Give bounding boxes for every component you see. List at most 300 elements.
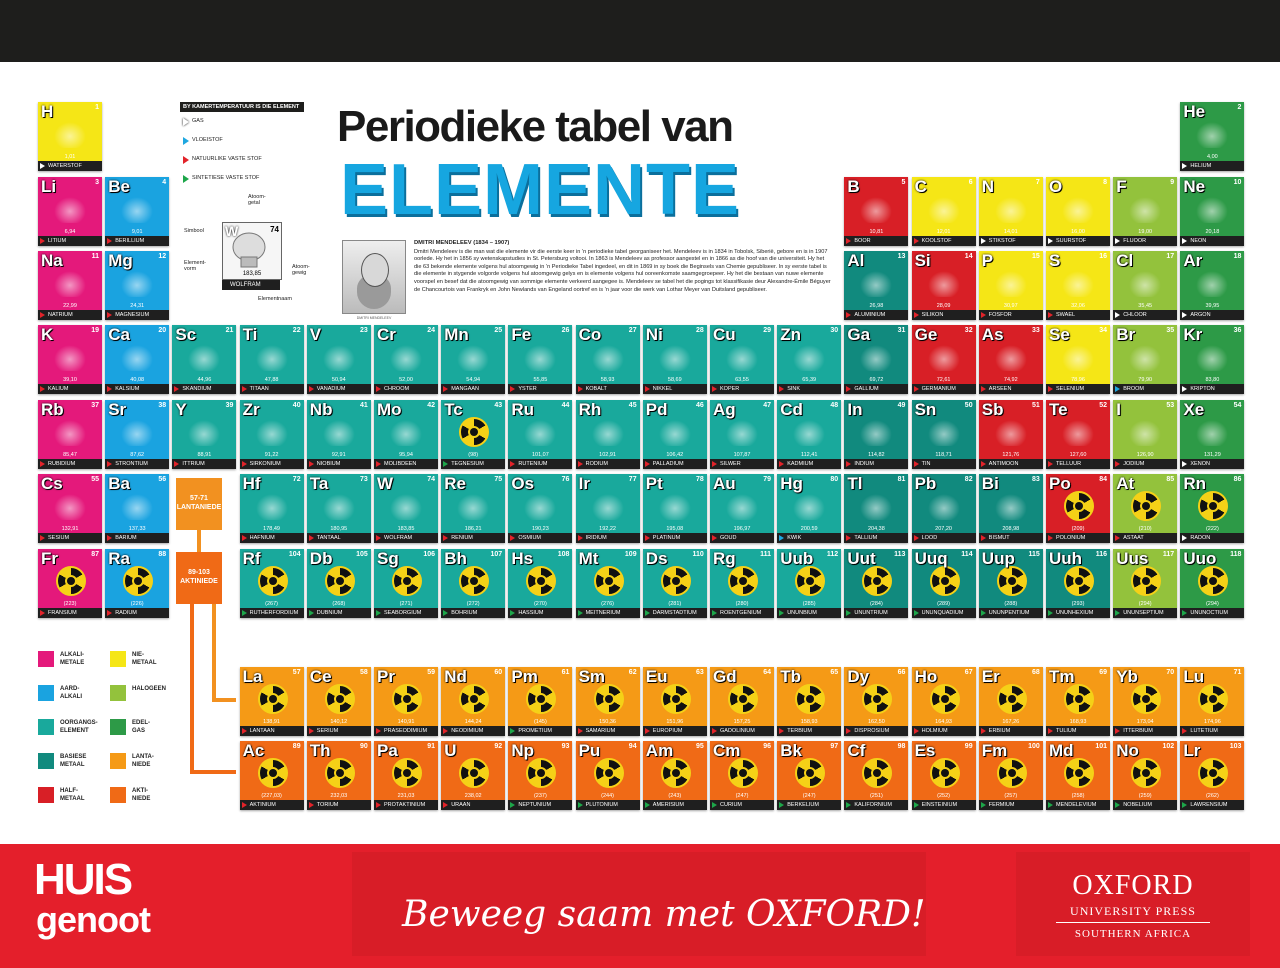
state-natural-icon bbox=[443, 535, 448, 541]
element-symbol: Zr bbox=[242, 400, 260, 419]
element-mass: 162,50 bbox=[867, 719, 885, 725]
element-number: 24 bbox=[427, 327, 435, 334]
element-name: HELIUM bbox=[1180, 161, 1244, 171]
element-number: 117 bbox=[1162, 551, 1175, 558]
state-synthetic-icon bbox=[376, 610, 381, 616]
element-number: 87 bbox=[91, 551, 99, 558]
state-natural-icon bbox=[914, 535, 919, 541]
element-name: AMERISIUM bbox=[643, 800, 707, 810]
state-natural-icon bbox=[1048, 461, 1053, 467]
element-mass: (272) bbox=[466, 601, 480, 607]
radioactive-icon bbox=[325, 758, 355, 788]
state-natural-icon bbox=[443, 386, 448, 392]
element-symbol: Pb bbox=[914, 474, 937, 493]
element-name: ASTAAT bbox=[1113, 533, 1177, 543]
element-mass: 196,97 bbox=[733, 526, 751, 532]
element-cell-lawrensium bbox=[1180, 741, 1244, 810]
element-name: BISMUT bbox=[979, 533, 1043, 543]
element-mass: 63,55 bbox=[735, 377, 749, 383]
element-symbol: Es bbox=[914, 741, 936, 760]
radioactive-icon bbox=[728, 758, 758, 788]
element-illustration bbox=[592, 420, 624, 446]
element-cell-bohrium bbox=[441, 549, 505, 618]
element-cell-nikkel bbox=[643, 325, 707, 394]
element-name: CHLOOR bbox=[1113, 310, 1177, 320]
element-symbol: Hf bbox=[242, 474, 261, 493]
radioactive-icon bbox=[392, 758, 422, 788]
element-mass: 95,94 bbox=[399, 452, 413, 458]
element-number: 54 bbox=[1233, 402, 1242, 409]
element-cell-einsteinium bbox=[912, 741, 976, 810]
category-swatch bbox=[110, 787, 126, 803]
element-cell-titaan bbox=[240, 325, 304, 394]
label-atoomgewig: Atoom- gewig bbox=[292, 264, 310, 276]
element-symbol: Bk bbox=[780, 741, 802, 760]
element-mass: (288) bbox=[1004, 601, 1018, 607]
state-natural-icon bbox=[1048, 386, 1053, 392]
element-mass: 232,03 bbox=[330, 793, 348, 799]
element-mass: (98) bbox=[468, 452, 479, 458]
element-symbol: Fe bbox=[511, 325, 532, 344]
element-name: DARMSTADTIUM bbox=[643, 608, 707, 618]
element-name: SIRKONIUM bbox=[240, 459, 304, 469]
element-name: RENIUM bbox=[441, 533, 505, 543]
element-mass: 126,90 bbox=[1136, 452, 1154, 458]
element-number: 31 bbox=[897, 327, 906, 334]
element-symbol: Ra bbox=[108, 549, 130, 568]
element-name: KOPER bbox=[710, 384, 774, 394]
actinide-bracket-label: 89-103 AKTINIEDE bbox=[180, 569, 218, 585]
radioactive-icon bbox=[1131, 491, 1161, 521]
state-natural-icon bbox=[107, 238, 112, 244]
state-natural-icon bbox=[174, 461, 179, 467]
state-natural-icon bbox=[40, 461, 45, 467]
element-name: HOLMIUM bbox=[912, 726, 976, 736]
element-cell-terbium bbox=[777, 667, 841, 736]
element-number: 92 bbox=[494, 743, 503, 750]
element-mass: 168,93 bbox=[1069, 719, 1087, 725]
element-number: 29 bbox=[763, 327, 771, 334]
state-synthetic-icon bbox=[510, 728, 515, 734]
element-number: 89 bbox=[292, 743, 301, 750]
element-symbol: Rg bbox=[713, 549, 736, 568]
element-cell-iridium bbox=[576, 474, 640, 543]
element-number: 97 bbox=[830, 743, 839, 750]
element-number: 107 bbox=[490, 551, 503, 558]
element-number: 84 bbox=[1099, 476, 1107, 483]
element-name: EINSTEINIUM bbox=[912, 800, 976, 810]
element-number: 116 bbox=[1095, 551, 1107, 558]
element-number: 114 bbox=[961, 551, 973, 558]
element-name: ARGON bbox=[1180, 310, 1244, 320]
element-mass: 26,98 bbox=[869, 303, 884, 309]
element-name: KALIFORNIUM bbox=[844, 800, 908, 810]
state-natural-icon bbox=[40, 312, 45, 318]
oxford-logo bbox=[1016, 852, 1250, 956]
state-natural-icon bbox=[309, 535, 314, 541]
element-cell-silikon bbox=[912, 251, 976, 320]
element-symbol: U bbox=[444, 741, 457, 760]
element-symbol: Nb bbox=[309, 400, 333, 419]
element-symbol: Sr bbox=[108, 400, 127, 419]
element-symbol: Rb bbox=[41, 400, 64, 419]
element-cell-fluoor bbox=[1113, 177, 1177, 246]
element-cell-renium bbox=[441, 474, 505, 543]
element-symbol: Sn bbox=[914, 400, 937, 419]
state-natural-icon bbox=[645, 386, 650, 392]
element-mass: 207,20 bbox=[935, 526, 952, 532]
element-cell-germanium bbox=[912, 325, 976, 394]
element-number: 20 bbox=[158, 327, 167, 334]
element-name: NOBELIUM bbox=[1113, 800, 1177, 810]
element-name: VANADIUM bbox=[307, 384, 371, 394]
element-symbol: Mt bbox=[578, 549, 599, 568]
element-number: 32 bbox=[964, 327, 973, 334]
element-illustration bbox=[256, 494, 288, 520]
category-swatch bbox=[38, 685, 54, 701]
element-illustration bbox=[659, 420, 691, 446]
element-mass: 118,71 bbox=[935, 452, 952, 458]
element-cell-indium bbox=[844, 400, 908, 469]
element-number: 105 bbox=[356, 551, 368, 558]
element-number: 80 bbox=[830, 476, 839, 483]
category-swatch bbox=[110, 685, 126, 701]
label-atoomgetal: Atoom- getal bbox=[248, 194, 266, 206]
element-symbol: Ga bbox=[847, 325, 871, 344]
element-number: 56 bbox=[158, 476, 167, 483]
element-illustration bbox=[995, 494, 1027, 520]
element-cell-nobelium bbox=[1113, 741, 1177, 810]
element-name: SERIUM bbox=[307, 726, 371, 736]
element-name: KWIK bbox=[777, 533, 841, 543]
element-name: FLUOOR bbox=[1113, 236, 1177, 246]
element-mass: (257) bbox=[1004, 793, 1018, 799]
state-synthetic-icon bbox=[443, 610, 448, 616]
element-mass: 107,87 bbox=[733, 452, 751, 458]
element-mass: 137,33 bbox=[128, 526, 146, 532]
element-number: 98 bbox=[897, 743, 906, 750]
radioactive-icon bbox=[795, 758, 825, 788]
element-mass: 39,95 bbox=[1205, 303, 1220, 309]
element-number: 7 bbox=[1035, 179, 1040, 186]
element-cell-kripton bbox=[1180, 325, 1244, 394]
element-number: 68 bbox=[1032, 669, 1040, 676]
radioactive-icon bbox=[1064, 684, 1094, 714]
element-name: SILIKON bbox=[912, 310, 976, 320]
element-number: 73 bbox=[360, 476, 368, 483]
element-illustration bbox=[256, 420, 288, 446]
radioactive-icon bbox=[459, 417, 489, 447]
state-natural-icon bbox=[578, 386, 583, 392]
element-cell-tallium bbox=[844, 474, 908, 543]
element-cell-samarium bbox=[576, 667, 640, 736]
element-cell-platinum bbox=[643, 474, 707, 543]
element-cell-swael bbox=[1046, 251, 1110, 320]
element-number: 18 bbox=[1233, 253, 1242, 260]
state-legend-header: BY KAMERTEMPERATUUR IS DIE ELEMENT bbox=[180, 102, 304, 112]
element-symbol: Cr bbox=[377, 325, 396, 344]
element-name: KOBALT bbox=[576, 384, 640, 394]
element-name: MOLIBDEEN bbox=[374, 459, 438, 469]
element-mass: 87,62 bbox=[130, 452, 145, 458]
element-name: NATRIUM bbox=[38, 310, 102, 320]
element-illustration bbox=[1196, 345, 1228, 371]
element-cell-palladium bbox=[643, 400, 707, 469]
huisgenoot-logo bbox=[34, 855, 164, 954]
element-number: 112 bbox=[826, 551, 839, 558]
radioactive-icon bbox=[997, 566, 1027, 596]
state-natural-icon bbox=[40, 238, 45, 244]
element-cell-lood bbox=[912, 474, 976, 543]
state-natural-icon bbox=[645, 461, 650, 467]
element-cell-ununseptium bbox=[1113, 549, 1177, 618]
element-number: 27 bbox=[628, 327, 637, 334]
element-cell-ununbium bbox=[777, 549, 841, 618]
element-illustration bbox=[928, 197, 960, 223]
key-symbol: W bbox=[225, 223, 239, 239]
element-cell-ittrium bbox=[172, 400, 236, 469]
element-number: 102 bbox=[1162, 743, 1175, 750]
element-name: TERBIUM bbox=[777, 726, 841, 736]
state-legend-gas bbox=[180, 112, 304, 131]
element-illustration bbox=[1129, 345, 1161, 371]
state-natural-icon bbox=[1115, 461, 1120, 467]
element-number: 109 bbox=[624, 551, 637, 558]
element-cell-suurstof bbox=[1046, 177, 1110, 246]
element-name: MAGNESIUM bbox=[105, 310, 169, 320]
element-number: 101 bbox=[1095, 743, 1107, 750]
element-cell-kwik bbox=[777, 474, 841, 543]
portrait-face bbox=[361, 253, 389, 287]
element-cell-mangaan bbox=[441, 325, 505, 394]
mendeleev-body: Dmitri Mendeleev is die man wat die elemente vir die eerste keer in ’n periodieke tabel georganiseer het. Mendeleev is in 1834 in Tobolsk, Siberië, gebore en is in 1907 oorlede. Hy het in 1856 sy wetenskapstudies in St. Petersburg voltooi. In 1863 is Mendeleev as professor aangestel en in 1866 as die hoof van die universiteit. Hy het die 63 bekende elemente volgens hul atoomgewig in ’n Periodieke Tabel ingedeel, en dit in 1869 in sy boek die Beginsels van Chemie gepubliseer. In sy eerste tabel is die elemente in stygende volgorde volgens hul atoomgewig gelys en is elemente volgens hul ooreenkomste saamgegroepeer. Hy het die bestaan van nuwe elemente voorspel en besef dat die atoomgewig van sommige elemente verkeerd aangegee is. Mendeleev se tabel het die pogings tot klassifikasie deur Alexandre-Émile Béguyer de Chancourtois van Frankryk en John Newlands van Engeland oortref en is ’n jaar voor die werk van Lothar Meyer van Duitsland gepubliseer. bbox=[414, 248, 831, 293]
element-mass: 52,00 bbox=[399, 377, 413, 383]
element-symbol: Tc bbox=[444, 400, 463, 419]
mendeleev-portrait bbox=[342, 240, 406, 314]
key-number: 74 bbox=[270, 225, 279, 234]
radioactive-icon bbox=[325, 684, 355, 714]
state-gas-icon bbox=[1182, 238, 1187, 244]
page-title-line2: ELEMENTE bbox=[340, 150, 741, 230]
element-symbol: Se bbox=[1049, 325, 1070, 344]
element-symbol: Uub bbox=[780, 549, 814, 568]
element-number: 70 bbox=[1166, 669, 1175, 676]
element-number: 78 bbox=[696, 476, 704, 483]
element-number: 88 bbox=[158, 551, 167, 558]
element-mass: 72,61 bbox=[936, 377, 951, 383]
element-symbol: Ge bbox=[914, 325, 938, 344]
element-mass: (210) bbox=[1138, 526, 1152, 532]
state-gas-icon bbox=[1115, 238, 1120, 244]
element-name: RADIUM bbox=[105, 608, 169, 618]
element-name: KOOLSTOF bbox=[912, 236, 976, 246]
element-symbol: F bbox=[1116, 177, 1127, 196]
element-number: 26 bbox=[561, 327, 570, 334]
element-name: PROTAKTINIUM bbox=[374, 800, 438, 810]
element-mass: (276) bbox=[601, 601, 615, 607]
element-name: BARIUM bbox=[105, 533, 169, 543]
element-symbol: Uuo bbox=[1183, 549, 1217, 568]
element-illustration bbox=[1196, 420, 1228, 446]
element-name: DUBNIUM bbox=[307, 608, 371, 618]
element-name: RUTENIUM bbox=[508, 459, 572, 469]
element-illustration bbox=[390, 345, 422, 371]
element-symbol: Li bbox=[41, 177, 57, 196]
element-name: WOLFRAM bbox=[374, 533, 438, 543]
state-natural-icon bbox=[846, 728, 851, 734]
element-cell-fransium bbox=[38, 549, 102, 618]
state-natural-icon bbox=[242, 461, 247, 467]
state-natural-icon bbox=[107, 386, 112, 392]
state-natural-icon bbox=[443, 728, 448, 734]
state-natural-icon bbox=[846, 535, 851, 541]
element-cell-barium bbox=[105, 474, 169, 543]
element-number: 55 bbox=[91, 476, 99, 483]
element-illustration bbox=[995, 345, 1027, 371]
element-symbol: Am bbox=[645, 741, 674, 760]
radioactive-icon bbox=[661, 684, 691, 714]
element-symbol: Dy bbox=[847, 667, 870, 686]
element-symbol: Mn bbox=[444, 325, 469, 344]
state-natural-icon bbox=[1115, 728, 1120, 734]
element-number: 14 bbox=[964, 253, 973, 260]
element-name: UNUNBIUM bbox=[777, 608, 841, 618]
state-gas-icon bbox=[1182, 312, 1187, 318]
state-synthetic-icon bbox=[846, 610, 851, 616]
element-cell-hassium bbox=[508, 549, 572, 618]
element-cell-disprosium bbox=[844, 667, 908, 736]
element-name: ALUMINIUM bbox=[844, 310, 908, 320]
category-legend-lanthanide bbox=[110, 750, 230, 776]
element-illustration bbox=[592, 345, 624, 371]
element-name: IRIDIUM bbox=[576, 533, 640, 543]
element-symbol: Tb bbox=[780, 667, 801, 686]
label-elementvorm: Element- vorm bbox=[184, 260, 207, 272]
element-symbol: Po bbox=[1049, 474, 1071, 493]
element-number: 77 bbox=[628, 476, 637, 483]
element-name: FRANSIUM bbox=[38, 608, 102, 618]
element-cell-protaktinium bbox=[374, 741, 438, 810]
element-illustration bbox=[54, 122, 86, 148]
state-natural-icon bbox=[846, 312, 851, 318]
element-mass: 16,00 bbox=[1071, 229, 1085, 235]
element-key-diagram bbox=[180, 194, 320, 304]
element-number: 96 bbox=[763, 743, 771, 750]
element-number: 8 bbox=[1103, 179, 1107, 186]
radioactive-icon bbox=[930, 566, 960, 596]
element-name: INDIUM bbox=[844, 459, 908, 469]
element-illustration bbox=[54, 197, 86, 223]
element-mass: 47,88 bbox=[264, 377, 279, 383]
element-mass: 35,45 bbox=[1138, 303, 1153, 309]
element-symbol: Db bbox=[309, 549, 333, 568]
element-symbol: At bbox=[1116, 474, 1135, 493]
element-name: SAMARIUM bbox=[576, 726, 640, 736]
element-symbol: Lu bbox=[1183, 667, 1205, 686]
element-number: 12 bbox=[158, 253, 167, 260]
state-natural-icon bbox=[981, 728, 986, 734]
element-symbol: Cm bbox=[713, 741, 741, 760]
element-mass: (243) bbox=[668, 793, 682, 799]
element-mass: 192,22 bbox=[599, 526, 616, 532]
state-synthetic-icon bbox=[779, 610, 784, 616]
element-cell-ununhexium bbox=[1046, 549, 1110, 618]
element-name: ITTERBIUM bbox=[1113, 726, 1177, 736]
element-name: NEON bbox=[1180, 236, 1244, 246]
element-cell-tulium bbox=[1046, 667, 1110, 736]
element-symbol: Eu bbox=[645, 667, 668, 686]
element-name: SELENIUM bbox=[1046, 384, 1110, 394]
element-name: UNUNSEPTIUM bbox=[1113, 608, 1177, 618]
element-symbol: C bbox=[914, 177, 927, 196]
element-number: 93 bbox=[561, 743, 570, 750]
state-liquid-icon bbox=[1115, 386, 1120, 392]
element-symbol: S bbox=[1049, 251, 1061, 270]
element-mass: 102,91 bbox=[599, 452, 616, 458]
element-illustration bbox=[256, 345, 288, 371]
element-mass: 178,49 bbox=[263, 526, 280, 532]
element-illustration bbox=[121, 197, 153, 223]
category-legend-actinide bbox=[110, 784, 230, 810]
element-number: 85 bbox=[1166, 476, 1175, 483]
radioactive-icon bbox=[594, 684, 624, 714]
radioactive-icon bbox=[661, 758, 691, 788]
element-name: STIKSTOF bbox=[979, 236, 1043, 246]
element-number: 79 bbox=[763, 476, 771, 483]
element-symbol: Sb bbox=[981, 400, 1004, 419]
category-swatch bbox=[38, 753, 54, 769]
element-name: GADOLINIUM bbox=[710, 726, 774, 736]
state-natural-icon bbox=[645, 728, 650, 734]
radioactive-icon bbox=[1064, 566, 1094, 596]
element-mass: 24,31 bbox=[130, 303, 145, 309]
element-cell-rutenium bbox=[508, 400, 572, 469]
category-label: HALOGEEN bbox=[132, 686, 167, 692]
element-number: 48 bbox=[830, 402, 839, 409]
element-name: STRONTIUM bbox=[105, 459, 169, 469]
element-mass: 167,26 bbox=[1002, 719, 1020, 725]
element-name: POLONIUM bbox=[1046, 533, 1110, 543]
element-symbol: Os bbox=[511, 474, 535, 493]
element-name: CHROOM bbox=[374, 384, 438, 394]
gas-triangle-icon bbox=[183, 118, 189, 126]
element-number: 118 bbox=[1230, 551, 1242, 558]
state-synthetic-icon bbox=[914, 610, 919, 616]
element-name: TITAAN bbox=[240, 384, 304, 394]
portrait-caption: DMITRI MENDELEEV bbox=[356, 316, 392, 320]
element-mass: (294) bbox=[1205, 601, 1219, 607]
element-symbol: Cu bbox=[713, 325, 736, 344]
category-label: AARD- ALKALI bbox=[60, 686, 82, 700]
element-mass: 6,94 bbox=[64, 229, 76, 235]
element-number: 108 bbox=[557, 551, 570, 558]
element-name: ERBIUM bbox=[979, 726, 1043, 736]
radioactive-icon bbox=[1198, 684, 1228, 714]
element-symbol: Yb bbox=[1116, 667, 1138, 686]
state-label: SINTETIESE VASTE STOF bbox=[192, 175, 260, 181]
element-symbol: Md bbox=[1049, 741, 1074, 760]
element-name: ROENTGENIUM bbox=[710, 608, 774, 618]
element-cell-europium bbox=[643, 667, 707, 736]
element-illustration bbox=[457, 494, 489, 520]
element-mass: 10,81 bbox=[869, 229, 884, 235]
element-cell-dubnium bbox=[307, 549, 371, 618]
element-number: 71 bbox=[1233, 669, 1242, 676]
element-illustration bbox=[1062, 271, 1094, 297]
element-number: 50 bbox=[964, 402, 973, 409]
element-cell-berkelium bbox=[777, 741, 841, 810]
element-symbol: Fm bbox=[981, 741, 1008, 760]
